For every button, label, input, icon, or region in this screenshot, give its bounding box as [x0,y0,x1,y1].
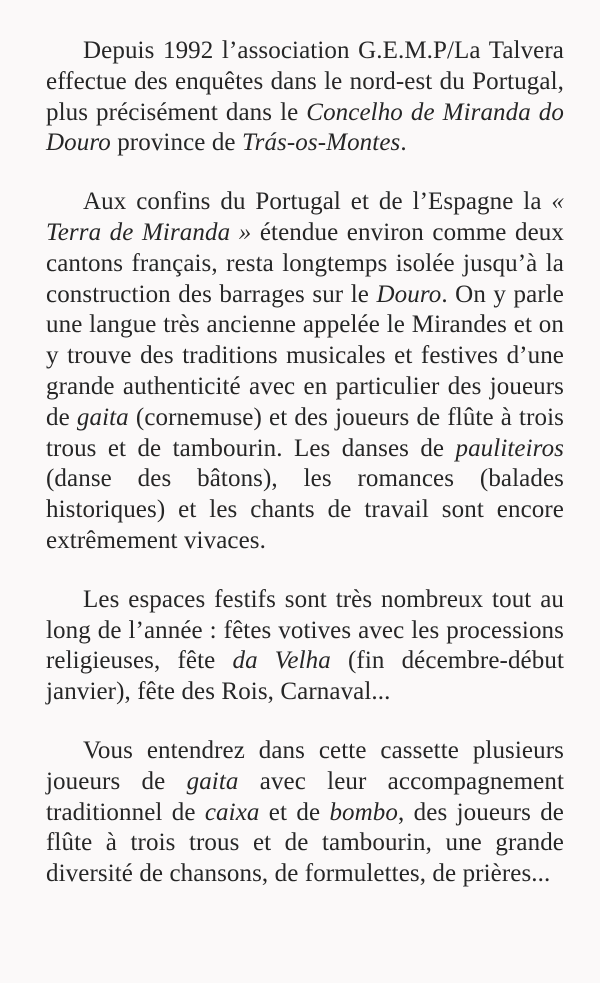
text-run: Les espaces festifs sont très nombreux tout au long de l’année : fêtes votives avec les processions religieuses, fête [46,585,564,675]
text-run: . On y parle une langue très ancienne appelée le Mirandes et on y trouve des traditions musicales et festives d’une grande authenticité avec en particulier des joueurs de [46,280,564,431]
italic-term: caixa [204,798,260,826]
italic-term: da Velha [232,647,331,675]
text-run: Depuis 1992 l’association G.E.M.P/La Talvera effectue des enquêtes dans le nord-est du Portugal, plus précisément dans le [46,37,564,126]
text-run: étendue environ comme deux cantons français, resta longtemps isolée jusqu’à la construction des barrages sur le [46,218,564,308]
italic-term: Trás-os-Montes [241,129,401,157]
italic-term: « Terra de Miranda » [46,188,564,246]
italic-term: Concelho de Miranda do Douro [46,98,565,157]
italic-term: gaita [186,767,239,795]
text-run: avec leur accompagnement traditionnel de [46,767,565,826]
text-run: (fin décembre-début janvier), fête des Rois, Carnaval... [46,647,565,706]
paragraph-gemp-intro [46,36,564,159]
italic-term: Douro [376,280,442,308]
italic-term: bombo [329,798,399,826]
paragraph-cassette-content [46,736,564,890]
italic-term: pauliteiros [455,434,564,462]
text-run: Vous entendrez dans cette cassette plusieurs joueurs de [46,736,564,795]
text-run: (cornemuse) et des joueurs de flûte à trois trous et de tambourin. Les danses de [46,403,564,462]
text-run: . [400,129,407,157]
paragraph-terra-de-miranda [46,187,564,557]
paragraph-espaces-festifs [46,585,564,708]
text-run: , des joueurs de flûte à trois trous et de tambourin, une grande diversité de chansons, de formulettes, de prières... [46,798,564,888]
text-run: (danse des bâtons), les romances (balades historiques) et les chants de travail sont encore extrêmement vivaces. [46,465,564,554]
italic-term: gaita [76,403,129,431]
text-run: Aux confins du Portugal et de l’Espagne la [83,188,552,216]
text-run: et de [259,798,330,826]
text-run: province de [110,129,242,157]
